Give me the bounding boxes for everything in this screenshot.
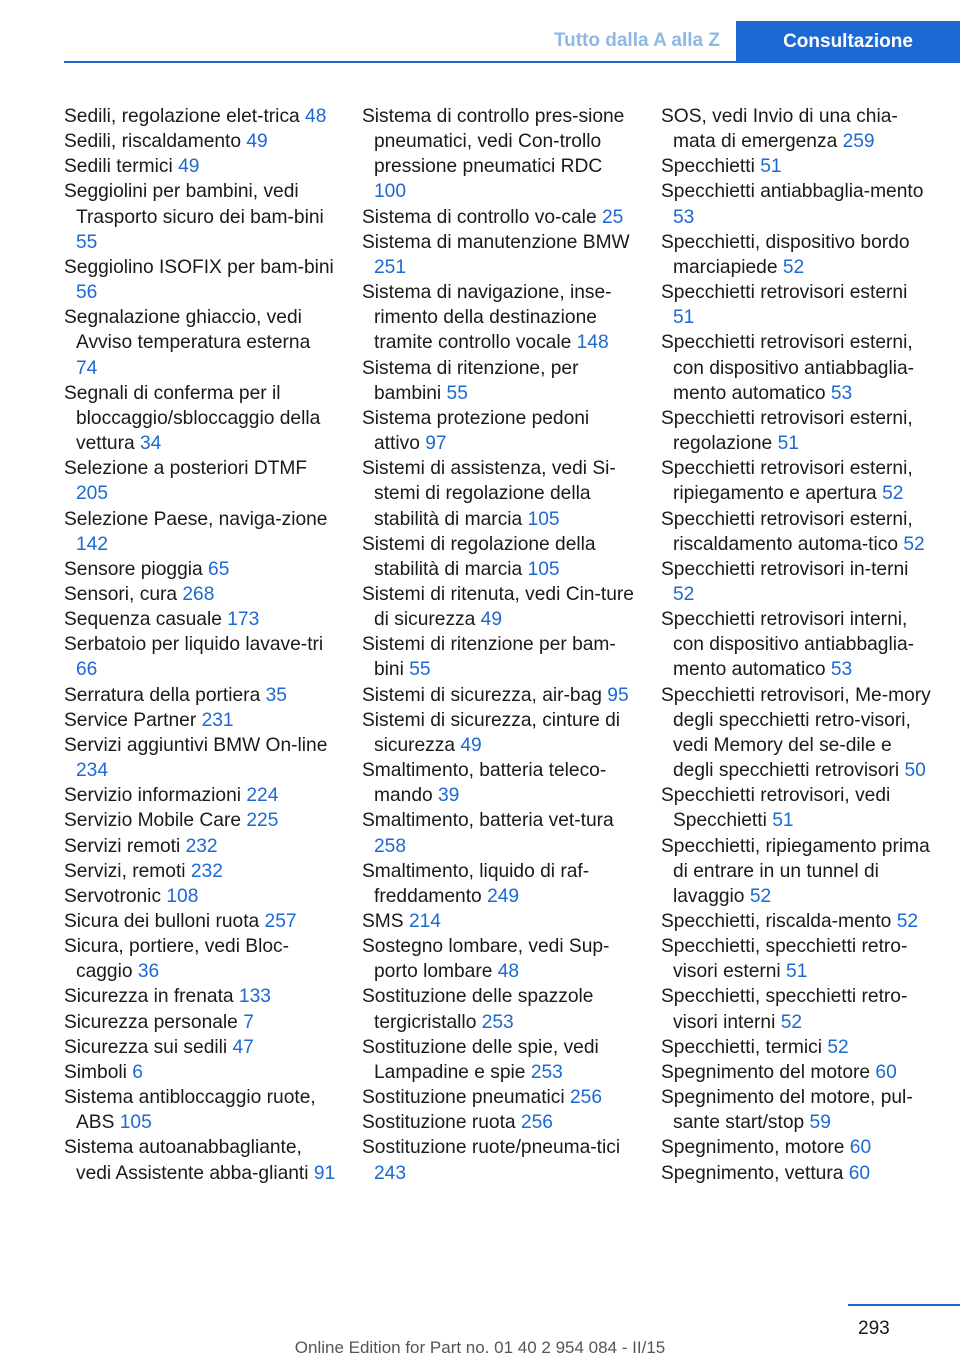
index-entry [362, 532, 634, 582]
index-entry [64, 632, 336, 682]
index-entry-text: Smaltimento, liquido di raf-freddamento [362, 860, 590, 907]
index-entry [661, 834, 931, 909]
index-entry [362, 456, 634, 531]
page-reference-link[interactable]: 97 [425, 433, 447, 455]
index-entry [64, 607, 336, 632]
index-entry-text: Sistemi di sicurezza, air-bag [362, 684, 602, 706]
page-reference-link[interactable]: 108 [166, 885, 199, 907]
index-entry-text: Selezione Paese, naviga-zione [64, 508, 328, 530]
index-entry-text: Specchietti retrovisori esterni, ripiegamento e apertura [661, 458, 913, 505]
index-entry-text: Servizio Mobile Care [64, 810, 242, 832]
index-column-1 [64, 104, 336, 1186]
index-entry [661, 104, 931, 154]
index-entry-text: Serratura della portiera [64, 684, 261, 706]
index-entry-text: Sostituzione ruota [362, 1112, 516, 1134]
index-entry-text: Servizi aggiuntivi BMW On-line [64, 734, 328, 756]
page-reference-link[interactable]: 74 [76, 357, 98, 379]
page-reference-link[interactable]: 6 [132, 1061, 143, 1083]
index-column-3 [661, 104, 931, 1186]
index-entry-text: Sistema autoanabbagliante, vedi Assistente abba-glianti [64, 1137, 309, 1184]
page-reference-link[interactable]: 53 [830, 659, 853, 681]
page-reference-link[interactable]: 59 [809, 1112, 831, 1134]
index-entry-text: Sistemi di ritenzione per bam-bini [362, 634, 616, 681]
index-entry [362, 1110, 634, 1135]
index-entry-text: Spegnimento del motore, pul-sante start/stop [661, 1087, 913, 1134]
page-reference-link[interactable]: 53 [830, 382, 853, 404]
index-entry [661, 783, 931, 833]
page-reference-link[interactable]: 142 [76, 533, 109, 555]
index-entry [661, 456, 931, 506]
index-entry [64, 834, 336, 859]
page-reference-link[interactable]: 49 [178, 156, 200, 178]
page-reference-link[interactable]: 60 [848, 1162, 871, 1184]
index-entry-text: Sicura dei bulloni ruota [64, 911, 260, 932]
page-reference-link[interactable]: 257 [264, 911, 297, 932]
index-entry-text: Seggiolino ISOFIX per bam-bini [64, 256, 334, 278]
index-entry [661, 179, 931, 229]
page-reference-link[interactable]: 48 [305, 106, 327, 127]
edition-note: Online Edition for Part no. 01 40 2 954 084 - II/15 [294, 1338, 666, 1357]
page-reference-link[interactable]: 105 [119, 1112, 152, 1134]
index-entry [362, 280, 634, 355]
index-entry [362, 708, 634, 758]
index-entry [64, 984, 336, 1009]
page-reference-link[interactable]: 55 [76, 231, 98, 253]
index-entry [661, 330, 931, 405]
index-entry-text: Specchietti retrovisori esterni, regolazione [661, 407, 913, 455]
page-reference-link[interactable]: 52 [903, 533, 925, 555]
index-entry-text: Specchietti [661, 156, 755, 178]
index-entry-text: Servizio informazioni [64, 785, 242, 807]
index-entry-text: Sistema di manutenzione BMW [362, 231, 630, 253]
index-entry [64, 154, 336, 179]
page-reference-link[interactable]: 35 [265, 684, 287, 706]
index-entry [661, 909, 931, 934]
page-reference-link[interactable]: 7 [243, 1011, 254, 1033]
index-entry [64, 305, 336, 380]
index-entry-text: Sistema protezione pedoni attivo [362, 407, 590, 455]
index-entry-text: Sicurezza in frenata [64, 986, 234, 1008]
page-reference-link[interactable]: 258 [374, 835, 407, 857]
index-entry [64, 255, 336, 305]
page-reference-link[interactable]: 133 [238, 986, 271, 1008]
index-entry-text: SOS, vedi Invio di una chia-mata di emergenza [661, 106, 898, 153]
index-entry-text: Sistemi di sicurezza, cinture di sicurezza [362, 709, 621, 756]
index-entry [362, 230, 634, 280]
index-entry-text: Specchietti, ripiegamento prima di entrare in un tunnel di lavaggio [661, 835, 930, 907]
index-entry [64, 1010, 336, 1035]
index-entry-text: Specchietti, specchietti retro-visori interni [661, 986, 908, 1033]
page-reference-link[interactable]: 52 [749, 885, 772, 907]
index-entry [64, 129, 336, 154]
index-entry-text: Sistema di controllo vo-cale [362, 206, 597, 228]
page-reference-link[interactable]: 214 [408, 911, 441, 932]
page-reference-link[interactable]: 60 [849, 1137, 872, 1159]
index-entry [661, 1161, 931, 1186]
index-entry-text: Sistema antibloccaggio ruote, ABS [64, 1087, 316, 1134]
page-reference-link[interactable]: 56 [76, 282, 98, 304]
page-reference-link[interactable]: 52 [882, 483, 904, 505]
index-entry-text: Servizi, remoti [64, 860, 186, 882]
page-reference-link[interactable]: 60 [875, 1061, 897, 1083]
index-entry [64, 381, 336, 456]
index-entry [362, 984, 634, 1034]
index-entry-text: Servizi remoti [64, 835, 181, 857]
index-entry [362, 205, 634, 230]
footer-divider [848, 1304, 960, 1306]
index-entry-text: Segnalazione ghiaccio, vedi Avviso temperatura esterna [64, 307, 311, 354]
index-entry [64, 456, 336, 506]
index-entry-text: Sicurezza sui sedili [64, 1036, 228, 1058]
page-reference-link[interactable]: 232 [185, 835, 218, 857]
index-entry-text: SMS [362, 911, 404, 932]
index-entry-text: Sistema di controllo pres-sione pneumatici, vedi Con-trollo pressione pneumatici RDC [362, 106, 625, 178]
index-entry [661, 607, 931, 682]
page-reference-link[interactable]: 253 [481, 1011, 514, 1033]
index-column-2 [362, 104, 634, 1186]
index-entry-text: Sensori, cura [64, 583, 178, 605]
index-entry [64, 733, 336, 783]
index-entry-text: Sequenza casuale [64, 609, 222, 631]
page-reference-link[interactable]: 259 [842, 131, 875, 153]
index-entry [64, 104, 336, 129]
index-entry-text: Sistemi di regolazione della stabilità di marcia [362, 533, 596, 580]
index-entry-text: Sostituzione delle spazzole tergicristallo [362, 986, 594, 1033]
page-reference-link[interactable]: 249 [487, 885, 520, 907]
index-entry [362, 758, 634, 808]
index-entry [64, 1085, 336, 1135]
page-reference-link[interactable]: 95 [607, 684, 629, 706]
index-entry [362, 808, 634, 858]
page-reference-link[interactable]: 256 [520, 1112, 553, 1134]
page-reference-link[interactable]: 225 [246, 810, 279, 832]
page-reference-link[interactable]: 243 [374, 1162, 407, 1184]
index-entry-text: Specchietti retrovisori, vedi Specchietti [661, 785, 891, 832]
index-entry-text: Specchietti retrovisori interni, con dispositivo antiabbaglia-mento automatico [661, 609, 915, 681]
index-entry-text: Sedili, riscaldamento [64, 131, 242, 153]
page-reference-link[interactable]: 36 [137, 961, 160, 983]
index-entry-text: Specchietti retrovisori in-terni [661, 558, 909, 580]
index-entry-text: Spegnimento, vettura [661, 1162, 844, 1184]
index-entry-text: Specchietti, riscalda-mento [661, 911, 892, 932]
header-divider [64, 61, 960, 63]
page-reference-link[interactable]: 105 [527, 558, 560, 580]
index-entry [362, 104, 634, 205]
page-number: 293 [858, 1318, 890, 1339]
index-entry-text: Sostegno lombare, vedi Sup-porto lombare [362, 936, 610, 983]
index-entry-text: Segnali di conferma per il bloccaggio/sbloccaggio della vettura [64, 382, 321, 455]
index-entry-text: Sedili termici [64, 156, 173, 178]
index-entry-text: Sistema di ritenzione, per bambini [362, 357, 579, 404]
index-entry [661, 280, 931, 330]
index-entry-text: Specchietti antiabbaglia-mento [661, 181, 924, 203]
page-reference-link[interactable]: 51 [760, 156, 782, 178]
index-entry-text: Sedili, regolazione elet-trica [64, 106, 300, 127]
index-entry-text: Smaltimento, batteria vet-tura [362, 810, 614, 832]
page-reference-link[interactable]: 25 [601, 206, 624, 228]
index-entry-text: Serbatoio per liquido lavave-tri [64, 634, 324, 656]
index-entry [661, 1135, 931, 1160]
index-entry-text: Spegnimento, motore [661, 1137, 845, 1159]
index-entry [362, 859, 634, 909]
index-entry [661, 1085, 931, 1135]
index-entry [362, 934, 634, 984]
index-entry [64, 557, 336, 582]
index-entry [362, 406, 634, 456]
index-entry [661, 154, 931, 179]
index-entry [64, 683, 336, 708]
page-reference-link[interactable]: 52 [896, 911, 919, 932]
index-entry [64, 582, 336, 607]
page-reference-link[interactable]: 48 [497, 961, 520, 983]
page-reference-link[interactable]: 148 [576, 332, 609, 354]
section-title: Tutto dalla A alla Z [553, 30, 720, 51]
index-entry [64, 179, 336, 254]
page-reference-link[interactable]: 49 [480, 609, 502, 631]
index-entry [64, 909, 336, 934]
index-entry [661, 507, 931, 557]
index-entry-text: Selezione a posteriori DTMF [64, 458, 308, 480]
index-entry [64, 1035, 336, 1060]
index-entry-text: Sostituzione pneumatici [362, 1087, 565, 1109]
index-entry-text: Service Partner [64, 709, 197, 731]
page-reference-link[interactable]: 55 [409, 659, 431, 681]
index-entry [661, 1035, 931, 1060]
index-entry-text: Specchietti retrovisori esterni, riscaldamento automa-tico [661, 508, 913, 555]
page-reference-link[interactable]: 49 [460, 734, 482, 756]
index-entry [64, 783, 336, 808]
page-reference-link[interactable]: 224 [246, 785, 279, 807]
page-reference-link[interactable]: 47 [232, 1036, 254, 1058]
index-entry-text: Specchietti, termici [661, 1036, 823, 1058]
index-entry [64, 1060, 336, 1085]
index-entry [64, 934, 336, 984]
index-entry-text: Sistemi di assistenza, vedi Si-stemi di regolazione della stabilità di marcia [362, 458, 616, 530]
index-entry [362, 683, 634, 708]
page-reference-link[interactable]: 105 [527, 508, 560, 530]
page-reference-link[interactable]: 66 [76, 659, 98, 681]
index-entry-text: Sostituzione delle spie, vedi Lampadine e spie [362, 1036, 599, 1083]
index-entry-text: Specchietti retrovisori, Me-mory degli specchietti retro-visori, vedi Memory del se-dile e degli specchietti retrovisori [661, 684, 931, 782]
index-entry-text: Seggiolini per bambini, vedi Trasporto sicuro dei bam-bini [64, 181, 324, 228]
page-reference-link[interactable]: 205 [76, 483, 109, 505]
page-reference-link[interactable]: 50 [904, 760, 926, 782]
page-reference-link[interactable]: 34 [140, 433, 162, 455]
page-reference-link[interactable]: 53 [673, 206, 695, 228]
index-entry [64, 859, 336, 884]
index-entry [362, 582, 634, 632]
index-entry-text: Sistemi di ritenuta, vedi Cin-ture di sicurezza [362, 583, 634, 631]
chapter-tab[interactable]: Consultazione [736, 21, 960, 61]
index-entry [64, 708, 336, 733]
index-entry [362, 356, 634, 406]
index-entry [362, 1135, 634, 1185]
page-reference-link[interactable]: 52 [782, 256, 805, 278]
page-reference-link[interactable]: 234 [76, 760, 109, 782]
index-entry-text: Specchietti retrovisori esterni, con dispositivo antiabbaglia-mento automatico [661, 332, 915, 404]
index-entry [661, 683, 931, 784]
page-reference-link[interactable]: 232 [190, 860, 223, 882]
index-entry-text: Sensore pioggia [64, 558, 203, 580]
page-reference-link[interactable]: 51 [777, 433, 799, 455]
index-entry [661, 984, 931, 1034]
index-entry [64, 507, 336, 557]
index-entry-text: Specchietti, specchietti retro-visori esterni [661, 936, 908, 983]
index-entry [661, 557, 931, 607]
index-entry-text: Smaltimento, batteria teleco-mando [362, 760, 607, 807]
page-reference-link[interactable]: 51 [786, 961, 808, 983]
index-entry-text: Simboli [64, 1061, 127, 1083]
page-reference-link[interactable]: 52 [673, 583, 695, 605]
index-entry-text: Sicura, portiere, vedi Bloc-caggio [64, 936, 290, 983]
index-entry [64, 808, 336, 833]
index-entry [64, 884, 336, 909]
index-entry-text: Sostituzione ruote/pneuma-tici [362, 1137, 621, 1159]
index-entry [661, 406, 931, 456]
page-reference-link[interactable]: 256 [570, 1087, 603, 1109]
index-entry-text: Sistema di navigazione, inse-rimento della destinazione tramite controllo vocale [362, 282, 612, 354]
page-reference-link[interactable]: 253 [530, 1061, 563, 1083]
page-reference-link[interactable]: 65 [208, 558, 230, 580]
index-entry [661, 934, 931, 984]
page-reference-link[interactable]: 39 [438, 785, 460, 807]
index-entry-text: Sicurezza personale [64, 1011, 238, 1033]
page-reference-link[interactable]: 268 [182, 583, 215, 605]
page-reference-link[interactable]: 55 [446, 382, 468, 404]
index-entry [64, 1135, 336, 1185]
page-reference-link[interactable]: 51 [772, 810, 794, 832]
index-entry-text: Specchietti, dispositivo bordo marciapiede [661, 231, 910, 278]
page-reference-link[interactable]: 49 [246, 131, 268, 153]
page-reference-link[interactable]: 231 [201, 709, 234, 731]
page-header [0, 0, 960, 64]
page-reference-link[interactable]: 173 [227, 609, 260, 631]
page-reference-link[interactable]: 251 [374, 256, 407, 278]
index-entry [362, 632, 634, 682]
index-entry-text: Specchietti retrovisori esterni [661, 282, 908, 304]
page-reference-link[interactable]: 52 [827, 1036, 849, 1058]
index-entry-text: Servotronic [64, 885, 162, 907]
index-entry [661, 1060, 931, 1085]
index-entry-text: Spegnimento del motore [661, 1061, 871, 1083]
index-entry [362, 1035, 634, 1085]
page-reference-link[interactable]: 91 [313, 1162, 336, 1184]
index-entry [362, 1085, 634, 1110]
page-reference-link[interactable]: 51 [673, 307, 695, 329]
index-entry [661, 230, 931, 280]
index-entry [362, 909, 634, 934]
page-reference-link[interactable]: 100 [374, 181, 407, 203]
page-reference-link[interactable]: 52 [780, 1011, 803, 1033]
